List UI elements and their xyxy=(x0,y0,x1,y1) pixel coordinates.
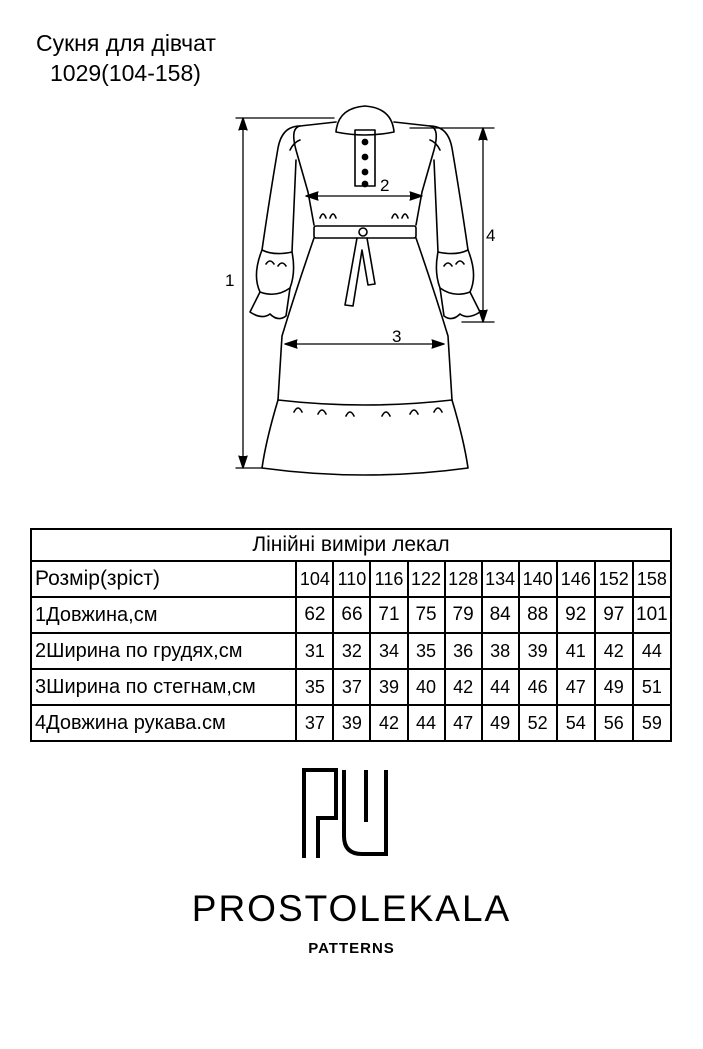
skirt-flounce xyxy=(262,400,468,475)
value-cell: 101 xyxy=(633,597,671,633)
value-cell: 42 xyxy=(595,633,633,669)
value-cell: 40 xyxy=(408,669,445,705)
button-1 xyxy=(362,139,367,144)
value-cell: 47 xyxy=(445,705,482,741)
value-cell: 39 xyxy=(333,705,370,741)
table-row xyxy=(31,669,671,705)
value-cell: 56 xyxy=(595,705,633,741)
size-cell: 122 xyxy=(408,561,445,597)
value-cell: 62 xyxy=(296,597,333,633)
brand-name: PROSTOLEKALA xyxy=(191,888,512,929)
row-label: 4Довжина рукава.см xyxy=(31,705,296,741)
size-cell: 134 xyxy=(482,561,519,597)
value-cell: 54 xyxy=(557,705,595,741)
label-2: 2 xyxy=(380,176,390,195)
value-cell: 41 xyxy=(557,633,595,669)
button-2 xyxy=(362,154,367,159)
brand-logo-mark xyxy=(300,766,390,860)
value-cell: 44 xyxy=(633,633,671,669)
button-4 xyxy=(362,181,367,186)
product-title: Сукня для дівчат xyxy=(36,30,216,56)
value-cell: 51 xyxy=(633,669,671,705)
value-cell: 35 xyxy=(296,669,333,705)
value-cell: 35 xyxy=(408,633,445,669)
size-cell: 116 xyxy=(370,561,407,597)
value-cell: 44 xyxy=(482,669,519,705)
label-3: 3 xyxy=(392,327,402,346)
row-label: 2Ширина по грудях,см xyxy=(31,633,296,669)
value-cell: 46 xyxy=(519,669,557,705)
dress-sketch xyxy=(0,100,703,500)
value-cell: 79 xyxy=(445,597,482,633)
size-cell: 158 xyxy=(633,561,671,597)
value-cell: 44 xyxy=(408,705,445,741)
value-cell: 66 xyxy=(333,597,370,633)
title-block xyxy=(36,28,216,88)
size-cell: 104 xyxy=(296,561,333,597)
measure-line-2 xyxy=(306,192,422,200)
size-cell: 110 xyxy=(333,561,370,597)
value-cell: 71 xyxy=(370,597,407,633)
value-cell: 92 xyxy=(557,597,595,633)
value-cell: 39 xyxy=(370,669,407,705)
value-cell: 47 xyxy=(557,669,595,705)
value-cell: 37 xyxy=(333,669,370,705)
belt-buckle xyxy=(359,228,367,236)
value-cell: 32 xyxy=(333,633,370,669)
table-row xyxy=(31,705,671,741)
value-cell: 37 xyxy=(296,705,333,741)
size-cell: 146 xyxy=(557,561,595,597)
table-row xyxy=(31,633,671,669)
row-label: 3Ширина по стегнам,см xyxy=(31,669,296,705)
size-cell: 152 xyxy=(595,561,633,597)
measure-line-3 xyxy=(285,340,444,348)
right-sleeve xyxy=(430,126,480,319)
label-1: 1 xyxy=(225,271,235,290)
row-label: 1Довжина,см xyxy=(31,597,296,633)
size-cell: 128 xyxy=(445,561,482,597)
value-cell: 42 xyxy=(445,669,482,705)
value-cell: 42 xyxy=(370,705,407,741)
value-cell: 59 xyxy=(633,705,671,741)
value-cell: 39 xyxy=(519,633,557,669)
value-cell: 75 xyxy=(408,597,445,633)
brand-tagline: PATTERNS xyxy=(308,940,395,957)
measurements-table xyxy=(30,528,672,742)
value-cell: 49 xyxy=(482,705,519,741)
table-row xyxy=(31,597,671,633)
size-header-row xyxy=(31,561,671,597)
value-cell: 49 xyxy=(595,669,633,705)
value-cell: 31 xyxy=(296,633,333,669)
table-caption: Лінійні виміри лекал xyxy=(31,529,671,561)
value-cell: 88 xyxy=(519,597,557,633)
size-header-label: Розмір(зріст) xyxy=(31,561,296,597)
value-cell: 52 xyxy=(519,705,557,741)
value-cell: 36 xyxy=(445,633,482,669)
value-cell: 34 xyxy=(370,633,407,669)
label-4: 4 xyxy=(486,226,496,245)
skirt-upper xyxy=(278,238,452,400)
belt-tie xyxy=(345,238,375,306)
value-cell: 38 xyxy=(482,633,519,669)
value-cell: 84 xyxy=(482,597,519,633)
product-code: 1029(104-158) xyxy=(50,60,201,86)
measure-line-1 xyxy=(236,118,334,468)
size-cell: 140 xyxy=(519,561,557,597)
left-sleeve xyxy=(250,126,300,319)
button-3 xyxy=(362,169,367,174)
value-cell: 97 xyxy=(595,597,633,633)
tier-seam xyxy=(278,400,452,405)
